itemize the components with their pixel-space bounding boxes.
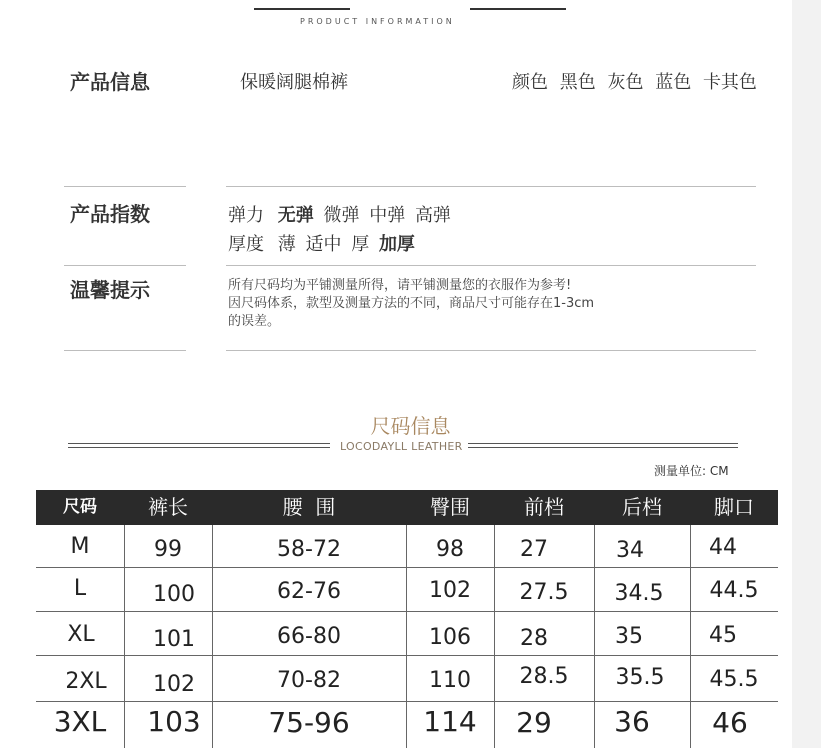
thickness-row <box>228 230 415 256</box>
color-option: 蓝色 <box>655 72 692 93</box>
right-edge-strip <box>792 0 821 748</box>
header-cell-leg-opening: 脚口 <box>714 495 754 519</box>
table-cell: 46 <box>712 706 748 739</box>
divider <box>226 186 756 187</box>
product-info-label: 产品信息 <box>70 70 150 94</box>
header-rule-right <box>470 8 566 10</box>
table-cell: 34.5 <box>614 581 664 606</box>
table-cell: 27.5 <box>519 580 569 605</box>
table-cell: 3XL <box>53 705 107 738</box>
warm-tip-line: 的误差。 <box>228 314 281 329</box>
divider <box>64 186 186 187</box>
table-cell: 36 <box>614 705 650 738</box>
row-divider <box>36 567 778 568</box>
elasticity-option: 高弹 <box>414 205 451 226</box>
elasticity-label: 弹力 <box>228 205 264 226</box>
table-cell: 44 <box>709 535 737 560</box>
colors-row <box>512 68 757 94</box>
header-cell-waist: 腰 围 <box>282 495 336 519</box>
header-cell-front-rise: 前档 <box>524 495 564 519</box>
divider <box>226 350 756 351</box>
table-cell: 58-72 <box>277 537 341 562</box>
table-cell: 102 <box>153 672 195 697</box>
table-cell: 27 <box>520 537 548 562</box>
double-rule-right <box>468 443 738 448</box>
table-cell: 28 <box>520 626 548 651</box>
table-cell: 62-76 <box>277 579 341 604</box>
table-cell: 110 <box>429 668 471 693</box>
table-cell: M <box>70 534 90 559</box>
measurement-unit: 测量单位: CM <box>654 464 729 478</box>
table-cell: 45 <box>709 623 737 648</box>
warm-tip-line: 所有尺码均为平铺测量所得，请平铺测量您的衣服作为参考! <box>228 278 572 293</box>
double-rule-left <box>68 443 330 448</box>
warm-tip-label: 温馨提示 <box>70 278 150 302</box>
product-name: 保暖阔腿棉裤 <box>240 72 348 93</box>
header-cell-size: 尺码 <box>63 497 97 517</box>
thickness-option: 适中 <box>305 234 342 255</box>
elasticity-selected: 无弹 <box>277 205 314 226</box>
table-cell: 98 <box>436 537 464 562</box>
row-divider <box>36 611 778 612</box>
row-divider <box>36 655 778 656</box>
divider <box>64 350 186 351</box>
color-option: 灰色 <box>607 72 644 93</box>
table-cell: 45.5 <box>709 667 759 692</box>
row-divider <box>36 701 778 702</box>
table-cell: XL <box>67 622 95 647</box>
thickness-option: 薄 <box>277 234 296 255</box>
table-cell: 100 <box>153 582 195 607</box>
header-cell-length: 裤长 <box>148 495 188 519</box>
color-option: 卡其色 <box>702 72 757 93</box>
product-information-header: PRODUCT INFORMATION <box>300 17 455 26</box>
elasticity-row <box>228 201 451 227</box>
table-cell: 2XL <box>65 669 107 694</box>
thickness-label: 厚度 <box>228 234 264 255</box>
warm-tip-line: 因尺码体系，款型及测量方法的不同，商品尺寸可能存在1-3cm <box>228 296 595 311</box>
table-cell: 114 <box>423 705 477 738</box>
table-cell: 102 <box>429 578 471 603</box>
header-rule-left <box>254 8 350 10</box>
table-cell: 66-80 <box>277 624 341 649</box>
elasticity-option: 微弹 <box>323 205 360 226</box>
divider <box>64 265 186 266</box>
size-section-title: 尺码信息 <box>370 414 451 438</box>
header-cell-back-rise: 后档 <box>622 495 662 519</box>
table-cell: 75-96 <box>268 706 350 739</box>
table-cell: 29 <box>516 706 552 739</box>
table-cell: 34 <box>616 538 644 563</box>
warm-tip-text <box>228 277 594 331</box>
header-cell-hip: 臀围 <box>430 495 470 519</box>
thickness-selected: 加厚 <box>378 234 415 255</box>
elasticity-option: 中弹 <box>369 205 406 226</box>
table-cell: 103 <box>147 705 201 738</box>
colors-label: 颜色 <box>512 72 548 93</box>
table-cell: 28.5 <box>519 664 569 689</box>
table-cell: 70-82 <box>277 668 341 693</box>
table-cell: 101 <box>153 627 195 652</box>
size-section-subtitle: LOCODAYLL LEATHER <box>340 440 463 453</box>
thickness-option: 厚 <box>351 234 370 255</box>
table-cell: 44.5 <box>709 578 759 603</box>
table-cell: 99 <box>154 537 182 562</box>
table-cell: 35.5 <box>615 665 665 690</box>
product-index-label: 产品指数 <box>70 202 150 226</box>
table-cell: 106 <box>429 625 471 650</box>
divider <box>226 265 756 266</box>
color-option: 黑色 <box>559 72 596 93</box>
table-cell: 35 <box>615 624 643 649</box>
table-cell: L <box>73 576 87 601</box>
